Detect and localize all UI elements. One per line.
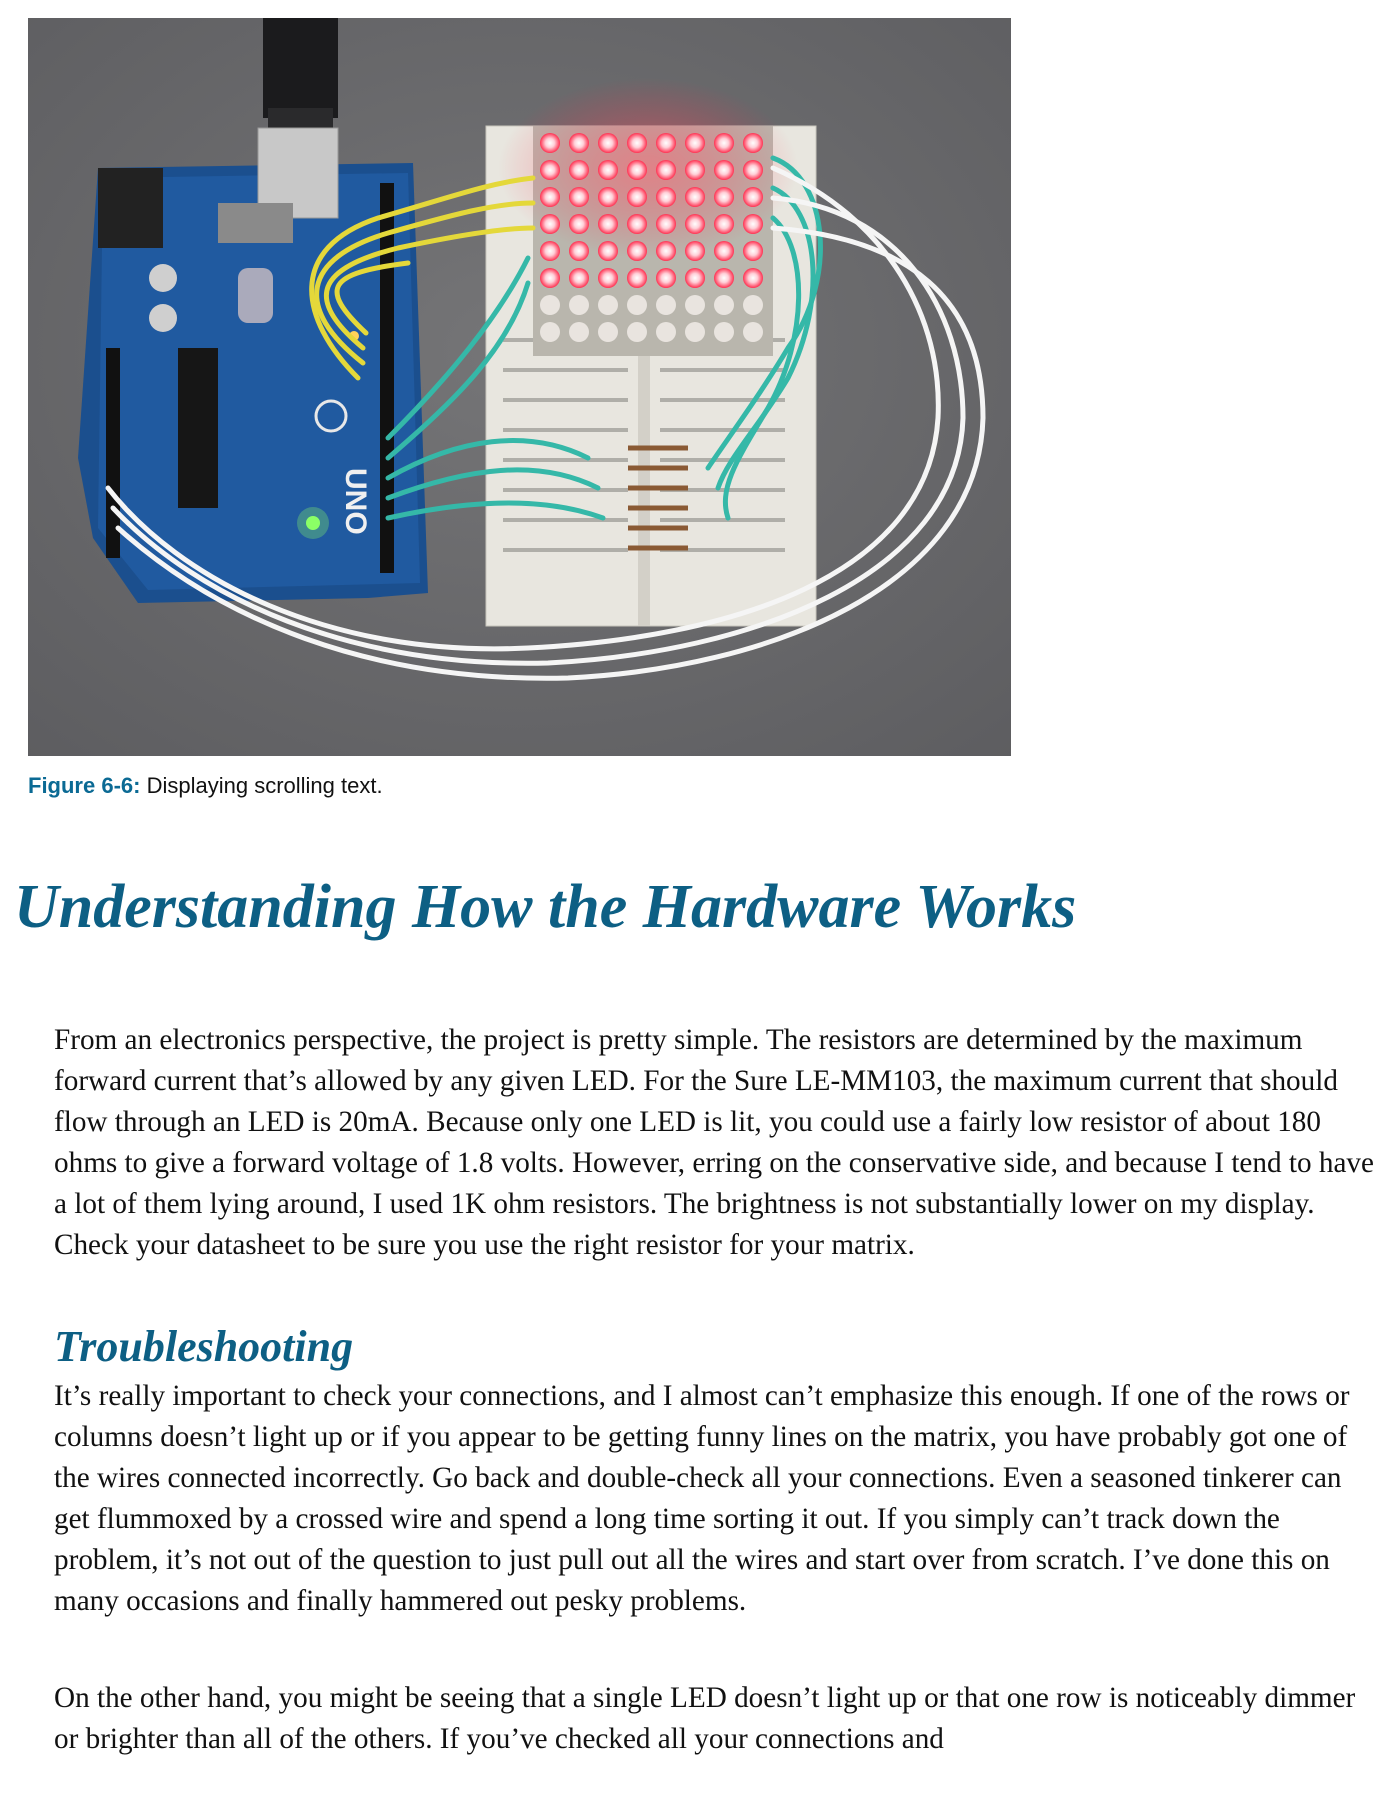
led-dot	[540, 295, 560, 315]
led-dot	[627, 187, 647, 207]
led-dot	[714, 133, 734, 153]
led-dot	[569, 214, 589, 234]
led-dot	[714, 241, 734, 261]
arduino-board	[78, 128, 428, 603]
led-dot	[743, 241, 763, 261]
usb-cable	[263, 18, 338, 118]
led-dot	[598, 214, 618, 234]
led-dot	[598, 133, 618, 153]
led-dot	[743, 295, 763, 315]
led-dot	[540, 133, 560, 153]
led-dot	[656, 187, 676, 207]
led-dot	[656, 241, 676, 261]
led-dot	[743, 214, 763, 234]
led-dot	[685, 295, 705, 315]
led-dot	[685, 187, 705, 207]
led-dot	[743, 133, 763, 153]
led-dot	[569, 322, 589, 342]
led-dot	[540, 322, 560, 342]
led-dot	[598, 268, 618, 288]
led-dot	[569, 160, 589, 180]
led-dot	[627, 295, 647, 315]
led-dot	[656, 295, 676, 315]
led-dot	[685, 241, 705, 261]
led-dot	[656, 133, 676, 153]
led-dot	[598, 295, 618, 315]
led-dot	[627, 133, 647, 153]
led-dot	[598, 160, 618, 180]
led-dot	[569, 241, 589, 261]
section-heading: Understanding How the Hardware Works	[14, 873, 1077, 941]
led-dot	[714, 187, 734, 207]
led-dot	[656, 214, 676, 234]
led-dot	[656, 160, 676, 180]
led-dot	[627, 241, 647, 261]
led-dot	[569, 295, 589, 315]
led-dot	[714, 322, 734, 342]
led-dot	[714, 214, 734, 234]
led-dot	[540, 241, 560, 261]
paragraph-other-hand: On the other hand, you might be seeing that a single LED doesn’t light up or that one row is noticeably dimmer or brighter than all of the others. If you’ve checked all your connections and	[54, 1682, 1356, 1755]
led-dot	[743, 187, 763, 207]
led-dot	[627, 160, 647, 180]
led-dot	[598, 187, 618, 207]
led-dot	[656, 268, 676, 288]
led-dot	[685, 160, 705, 180]
led-dot	[598, 241, 618, 261]
figure-caption	[28, 773, 383, 799]
led-dot	[685, 133, 705, 153]
led-dot	[743, 268, 763, 288]
led-dot	[714, 295, 734, 315]
led-dot	[569, 133, 589, 153]
led-dot	[685, 268, 705, 288]
board-logo-text: UNO	[339, 468, 372, 535]
led-matrix	[498, 78, 798, 356]
led-dot	[656, 322, 676, 342]
led-dot	[743, 160, 763, 180]
led-dot	[569, 187, 589, 207]
led-dot	[627, 268, 647, 288]
paragraph-troubleshooting: It’s really important to check your connections, and I almost can’t emphasize this enough. If one of the rows or columns doesn’t light up or if you appear to be getting funny lines on the matrix, you have probably got one of the wires connected incorrectly. Go back and double-check all your connections. Even a seasoned tinkerer can get flummoxed by a crossed wire and spend a long time sorting it out. If you simply can’t track down the problem, it’s not out of the question to just pull out all the wires and start over from scratch. I’ve done this on many occasions and finally hammered out pesky problems.	[54, 1380, 1350, 1617]
led-dot	[569, 268, 589, 288]
led-dot	[685, 214, 705, 234]
led-dot	[540, 268, 560, 288]
figure-caption-text: Displaying scrolling text.	[146, 773, 383, 798]
led-dot	[743, 322, 763, 342]
led-dot	[714, 160, 734, 180]
paragraph-electronics: From an electronics perspective, the project is pretty simple. The resistors are determined by the maximum forward current that’s allowed by any given LED. For the Sure LE-MM103, the maximum current that should flow through an LED is 20mA. Because only one LED is lit, you could use a fairly low resistor of about 180 ohms to give a forward voltage of 1.8 volts. However, erring on the conservative side, and because I tend to have a lot of them lying around, I used 1K ohm resistors. The brightness is not substantially lower on my display. Check your datasheet to be sure you use the right resistor for your matrix.	[54, 1024, 1374, 1261]
figure-label: Figure 6-6:	[28, 773, 141, 798]
led-dot	[540, 214, 560, 234]
led-dot	[540, 187, 560, 207]
led-dot	[627, 322, 647, 342]
led-dot	[685, 322, 705, 342]
led-dot	[540, 160, 560, 180]
figure-photo	[28, 18, 1011, 756]
led-dot	[598, 322, 618, 342]
subsection-heading: Troubleshooting	[54, 1322, 354, 1371]
led-dot	[714, 268, 734, 288]
led-dot	[627, 214, 647, 234]
